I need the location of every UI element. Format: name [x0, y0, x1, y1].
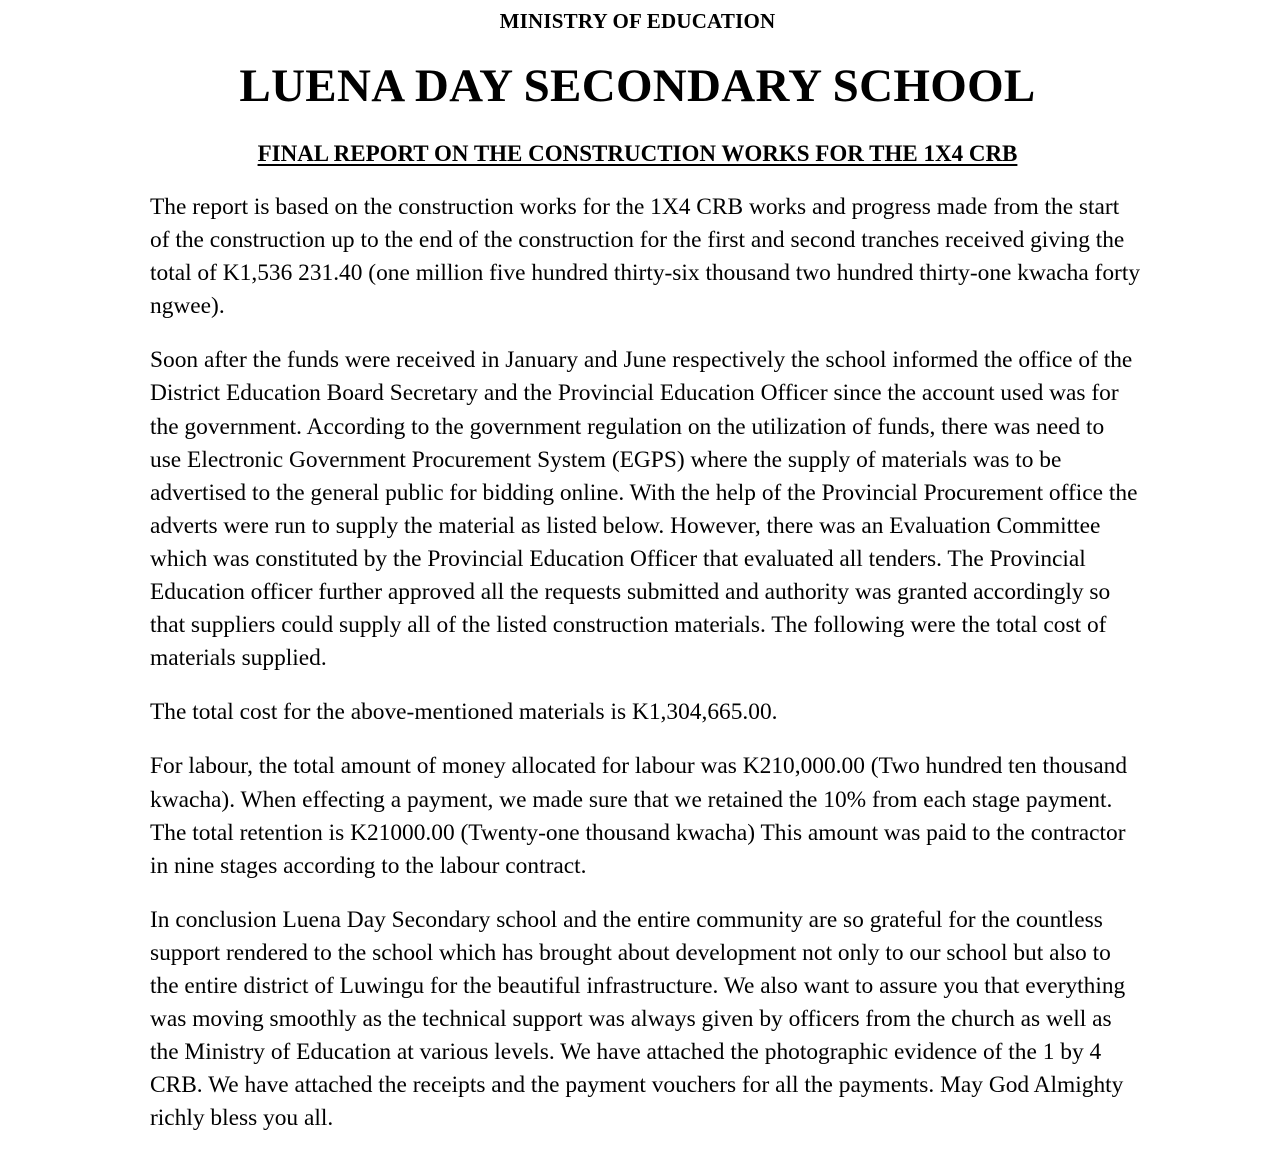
- paragraph-procurement: Soon after the funds were received in January and June respectively the school informed the office of the District Education Board Secretary and the Provincial Education Officer since the account used was for the government. According to the government regulation on the utilization of funds, there was need to use Electronic Government Procurement System (EGPS) where the supply of materials was to be advertised to the general public for bidding online. With the help of the Provincial Procurement office the adverts were run to supply the material as listed below. However, there was an Evaluation Committee which was constituted by the Provincial Education Officer that evaluated all tenders. The Provincial Education officer further approved all the requests submitted and authority was granted accordingly so that suppliers could supply all of the listed construction materials. The following were the total cost of materials supplied.: [150, 347, 1138, 672]
- school-name-title: LUENA DAY SECONDARY SCHOOL: [239, 60, 1036, 112]
- ministry-heading: MINISTRY OF EDUCATION: [499, 9, 776, 33]
- paragraph-materials-cost: The total cost for the above-mentioned materials is K1,304,665.00.: [150, 699, 778, 726]
- paragraph-conclusion: In conclusion Luena Day Secondary school and the entire community are so grateful for the countless support rendered to the school which has brought about development not only to our school but also to the entire district of Luwingu for the beautiful infrastructure. We also want to assure you that everything was moving smoothly as the technical support was always given by officers from the church as well as the Ministry of Education at various levels. We have attached the photographic evidence of the 1 by 4 CRB. We have attached the receipts and the payment vouchers for all the payments. May God Almighty richly bless you all.: [150, 906, 1126, 1132]
- paragraph-introduction: The report is based on the construction works for the 1X4 CRB works and progress made from the start of the construction up to the end of the construction for the first and second tranches received giving the total of K1,536 231.40 (one million five hundred thirty-six thousand two hundred thirty-one kwacha forty ngwee).: [150, 194, 1141, 320]
- report-body: [150, 191, 1140, 1156]
- report-title: FINAL REPORT ON THE CONSTRUCTION WORKS FOR THE 1X4 CRB: [257, 141, 1018, 166]
- paragraph-labour: For labour, the total amount of money allocated for labour was K210,000.00 (Two hundred ten thousand kwacha). When effecting a payment, we made sure that we retained the 10% from each stage payment. The total retention is K21000.00 (Twenty-one thousand kwacha) This amount was paid to the contractor in nine stages according to the labour contract.: [150, 753, 1128, 879]
